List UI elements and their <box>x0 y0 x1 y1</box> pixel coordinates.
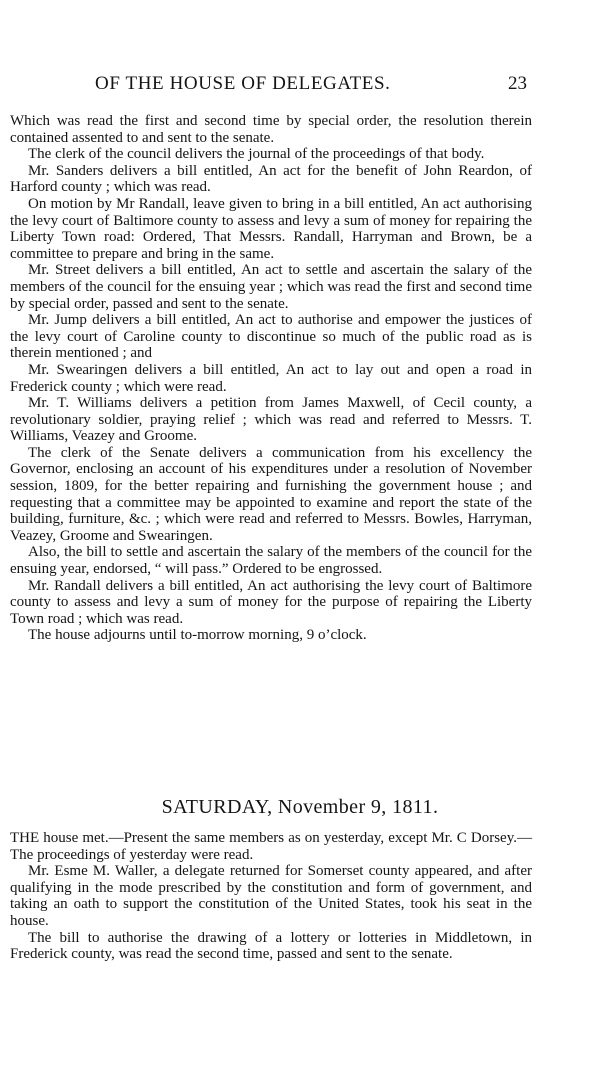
paragraph: The house adjourns until to-morrow morning, 9 o’clock. <box>28 627 367 644</box>
running-title: OF THE HOUSE OF DELEGATES. <box>95 73 391 94</box>
paragraph: Mr. Swearingen delivers a bill entitled, An act to lay out and open a road in Frederick county ; which were read. <box>10 361 532 395</box>
paragraph: The clerk of the Senate delivers a communication from his excellency the Governor, enclosing an account of his expenditures under a resolution of November session, 1809, for the better repairing and furnishing the government house ; and requesting that a committee may be appointed to examine and report the state of the building, furniture, &c. ; which were read and referred to Messrs. Bowles, Harryman, Veazey, Groome and Swearingen. <box>10 444 532 544</box>
running-head <box>0 72 600 96</box>
paragraph: Mr. Sanders delivers a bill entitled, An act for the benefit of John Reardon, of Harford county ; which was read. <box>10 162 532 196</box>
paragraph: The clerk of the council delivers the journal of the proceedings of that body. <box>28 146 485 163</box>
paragraph: The bill to authorise the drawing of a lottery or lotteries in Middletown, in Frederick county, was read the second time, passed and sent to the senate. <box>10 929 532 963</box>
paragraph: THE house met.—Present the same members as on yesterday, except Mr. C Dorsey.—The proceedings of yesterday were read. <box>10 830 532 863</box>
paragraph: Mr. Esme M. Waller, a delegate returned for Somerset county appeared, and after qualifying in the mode prescribed by the constitution and form of government, and taking an oath to support the constitution of the United States, took his seat in the house. <box>10 863 532 929</box>
page-number: 23 <box>508 73 527 94</box>
paragraph: Mr. Jump delivers a bill entitled, An act to authorise and empower the justices of the levy court of Caroline county to discontinue so much of the public road as is therein mentioned ; and <box>10 312 532 362</box>
paragraph: Mr. Randall delivers a bill entitled, An act authorising the levy court of Baltimore county to assess and levy a sum of money for the purpose of repairing the Liberty Town road ; which was read. <box>10 577 532 627</box>
paragraph: Mr. T. Williams delivers a petition from James Maxwell, of Cecil county, a revolutionary soldier, praying relief ; which was read and referred to Messrs. T. Williams, Veazey and Groome. <box>10 395 532 445</box>
proceedings-text <box>10 113 532 644</box>
date-heading: SATURDAY, November 9, 1811. <box>161 796 439 818</box>
paragraph: Also, the bill to settle and ascertain the salary of the members of the council for the ensuing year, endorsed, “ will pass.” Ordered to be engrossed. <box>10 544 532 578</box>
paragraph: Which was read the first and second time by special order, the resolution therein contained assented to and sent to the senate. <box>10 113 532 146</box>
saturday-proceedings-text <box>10 830 532 963</box>
paragraph: On motion by Mr Randall, leave given to bring in a bill entitled, An act authorising the levy court of Baltimore county to assess and levy a sum of money for repairing the Liberty Town road: Ordered, That Messrs. Randall, Harryman and Brown, be a committee to prepare and bring in the same. <box>10 195 532 262</box>
paragraph: Mr. Street delivers a bill entitled, An act to settle and ascertain the salary of the members of the council for the ensuing year ; which was read the first and second time by special order, passed and sent to the senate. <box>10 262 532 312</box>
